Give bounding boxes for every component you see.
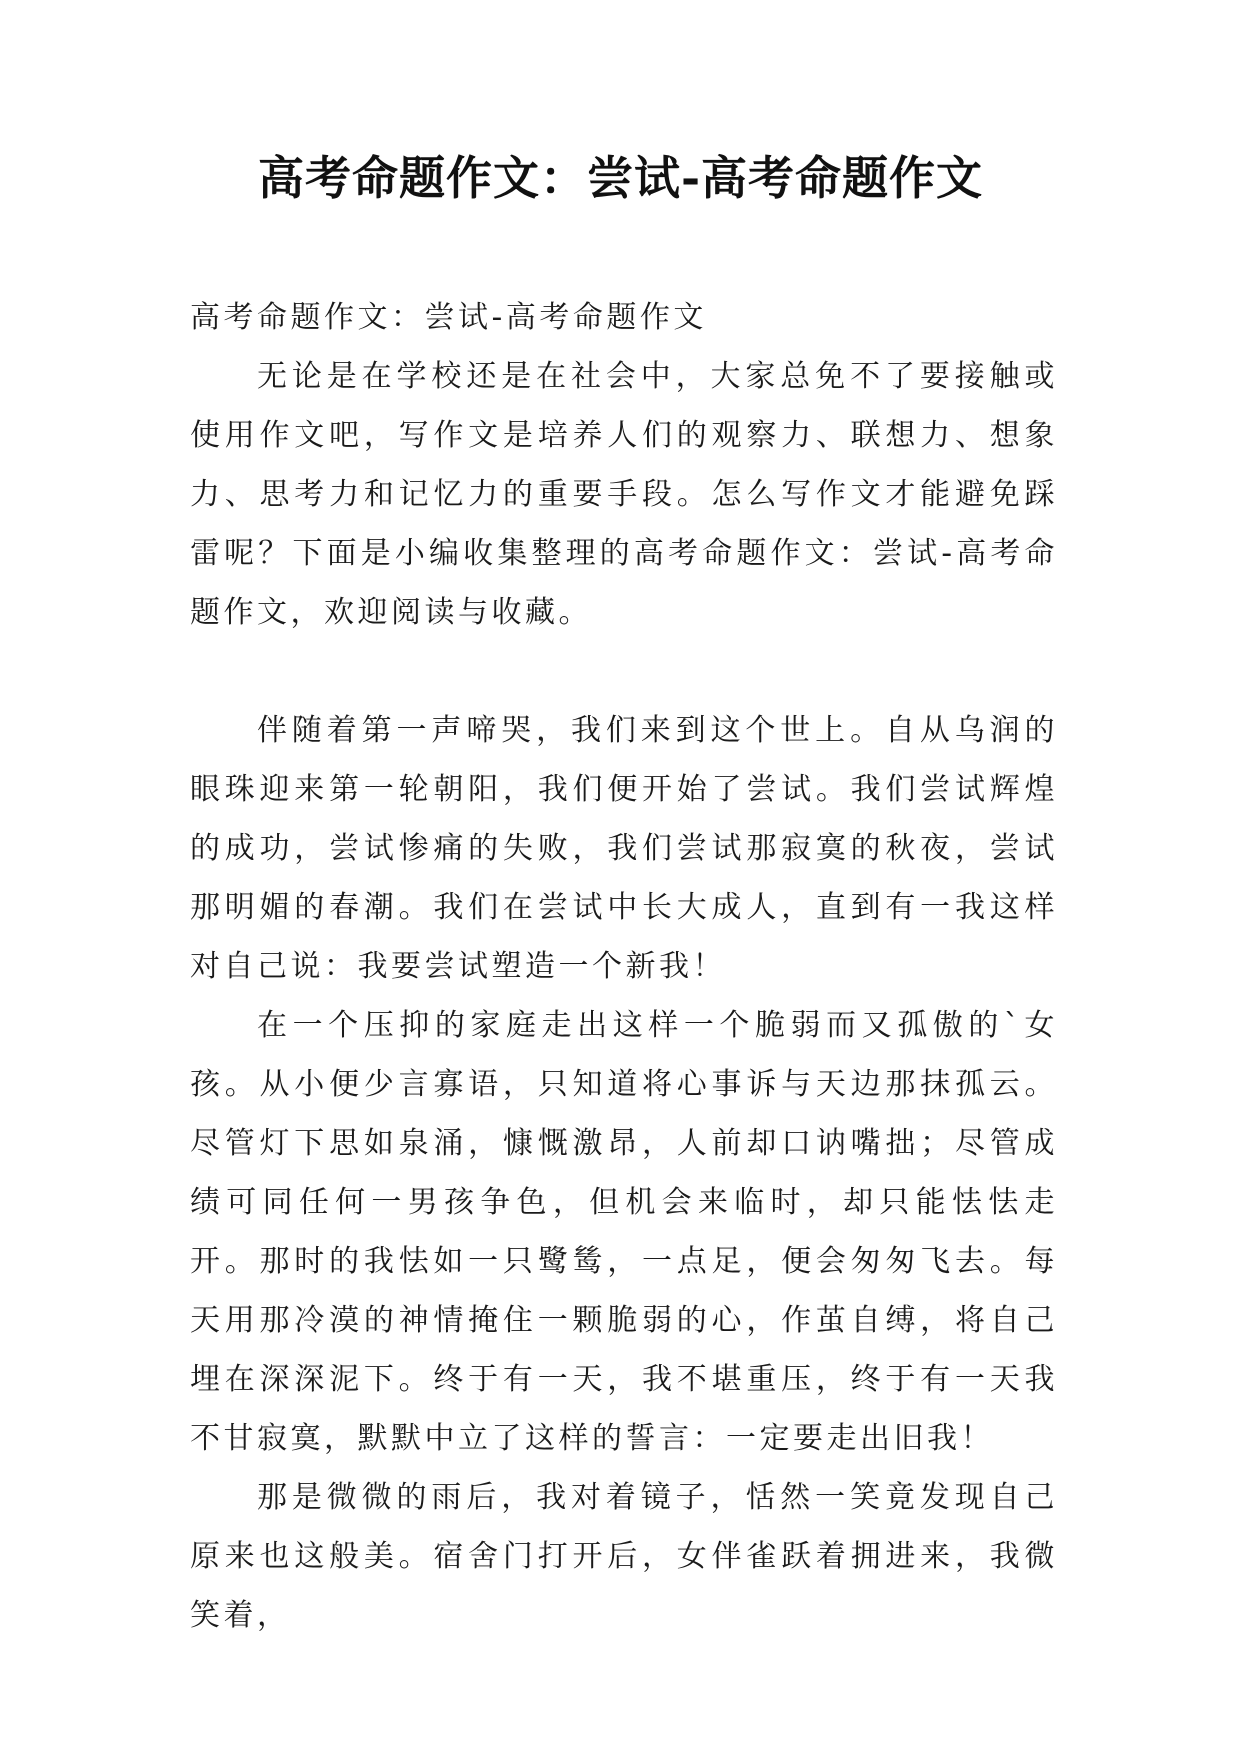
paragraph-girl: 在一个压抑的家庭走出这样一个脆弱而又孤傲的`女孩。从小便少言寡语，只知道将心事诉与天边那抹孤云。尽管灯下思如泉涌，慷慨激昂，人前却口讷嘴拙；尽管成绩可同任何一男孩争色，但机会来临时，却只能怯怯走开。那时的我怯如一只鹭鸶，一点足，便会匆匆飞去。每天用那冷漠的神情掩住一颗脆弱的心，作茧自缚，将自己埋在深深泥下。终于有一天，我不堪重压，终于有一天我不甘寂寞，默默中立了这样的誓言：一定要走出旧我！ [190, 1008, 1058, 1456]
document-title: 高考命题作文：尝试-高考命题作文 [257, 151, 984, 205]
document-body [190, 288, 1058, 1645]
paragraph-mirror: 那是微微的雨后，我对着镜子，恬然一笑竟发现自己原来也这般美。宿舍门打开后，女伴雀跃着拥进来，我微笑着， [190, 1480, 1058, 1633]
paragraph-intro: 无论是在学校还是在社会中，大家总免不了要接触或使用作文吧，写作文是培养人们的观察力、联想力、想象力、思考力和记忆力的重要手段。怎么写作文才能避免踩雷呢？下面是小编收集整理的高考命题作文：尝试-高考命题作文，欢迎阅读与收藏。 [190, 359, 1058, 630]
document-subtitle: 高考命题作文：尝试-高考命题作文 [190, 300, 707, 335]
paragraph-birth: 伴随着第一声啼哭，我们来到这个世上。自从乌润的眼珠迎来第一轮朝阳，我们便开始了尝试。我们尝试辉煌的成功，尝试惨痛的失败，我们尝试那寂寞的秋夜，尝试那明媚的春潮。我们在尝试中长大成人，直到有一我这样对自己说：我要尝试塑造一个新我！ [190, 713, 1058, 984]
paragraph-spacer [190, 642, 1058, 701]
